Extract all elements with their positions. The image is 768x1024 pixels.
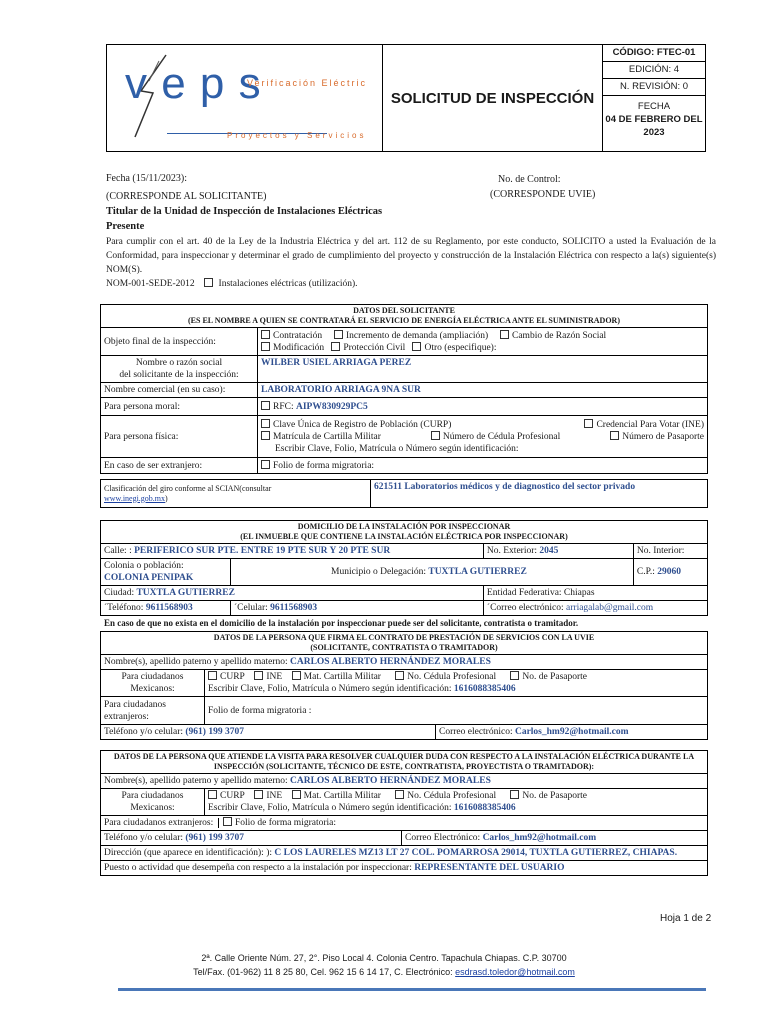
- visita-checkbox-pasaporte[interactable]: [510, 790, 519, 799]
- visita-section: [100, 750, 708, 876]
- firma-checkbox-cedula[interactable]: [395, 671, 404, 680]
- fisica-options: Clave Única de Registro de Población (CURP) Credencial Para Votar (INE) Matrícula de Cartilla Militar Número de Cédula Profesional Número de Pasaporte Escribir Clave, Folio, Matrícula o Número según identificación:: [258, 416, 708, 458]
- domicilio-note: En caso de que no exista en el domicilio de la instalación por inspeccionar puede ser del solicitante, contratista o tramitador.: [104, 618, 579, 628]
- calle-field[interactable]: Calle: : PERIFERICO SUR PTE. ENTRE 19 PTE SUR Y 20 PTE SUR: [101, 544, 484, 559]
- visita-puesto-field[interactable]: Puesto o actividad que desempeña con respecto a la instalación por inspeccionar: REPRESENTANTE DEL USUARIO: [101, 861, 708, 876]
- inegi-link[interactable]: www.inegi.gob.mx: [104, 493, 166, 503]
- titular: Titular de la Unidad de Inspección de Instalaciones Eléctricas: [106, 206, 383, 217]
- rfc-value: AIPW830929PC5: [295, 401, 368, 412]
- firma-telefono-field[interactable]: Teléfono y/o celular: (961) 199 3707: [101, 725, 436, 740]
- comercial-label: Nombre comercial (en su caso):: [101, 383, 258, 398]
- scian-value[interactable]: 621511 Laboratorios médicos y de diagnostico del sector privado: [371, 480, 708, 508]
- rfc-field[interactable]: RFC: AIPW830929PC5: [258, 398, 708, 416]
- visita-header: DATOS DE LA PERSONA QUE ATIENDE LA VISITA PARA RESOLVER CUALQUIER DUDA CON RESPECTO A LA INSTALACIÓN ELÉCTRICA DURANTE LA INSPECCIÓN (SOLICITANTE, TÉCNICO DE ESTE, CONTRATISTA, PROYECTISTA O TRAMITADOR):: [101, 751, 708, 774]
- firma-section: [100, 631, 708, 740]
- document-header: [106, 44, 706, 152]
- moral-label: Para persona moral:: [101, 398, 258, 416]
- visita-checkbox-folio[interactable]: [223, 817, 232, 826]
- domicilio-section: [100, 520, 708, 630]
- firma-correo-field[interactable]: Correo electrónico: Carlos_hm92@hotmail.com: [436, 725, 708, 740]
- document-meta: [603, 45, 705, 151]
- intro-paragraph: Para cumplir con el art. 40 de la Ley de la Industria Eléctrica y del art. 112 de su Reglamento, por este conducto, SOLICITO a usted la Evaluación de la Conformidad, para inspeccionar y determinar el grado de cumplimiento del proyecto y construcción de la Instalación Eléctrica con respecto a la(s) siguiente(s) NOM(S).: [106, 237, 716, 275]
- visita-checkbox-cartilla[interactable]: [292, 790, 301, 799]
- fecha-value: 04 DE FEBRERO DEL 2023: [605, 114, 703, 138]
- logo-tagline-bottom: Proyectos y Servicios: [227, 131, 367, 140]
- celular-field[interactable]: ´Celular: 9611568903: [231, 601, 484, 616]
- visita-checkbox-ine[interactable]: [254, 790, 263, 799]
- checkbox-incremento[interactable]: [334, 330, 343, 339]
- footer-contact: Tel/Fax. (01-962) 11 8 25 80, Cel. 962 15 6 14 17, C. Electrónico: esdrasd.toledor@hotmail.com: [193, 967, 575, 977]
- fecha-label: Fecha (15/11/2023):: [106, 173, 188, 184]
- checkbox-folio-migratoria[interactable]: [261, 460, 270, 469]
- firma-checkbox-cartilla[interactable]: [292, 671, 301, 680]
- footer-address: 2ª. Calle Oriente Núm. 27, 2°. Piso Local 4. Colonia Centro. Tapachula Chiapas. C.P. 30700: [201, 953, 567, 963]
- corresponde-solicitante: (CORRESPONDE AL SOLICITANTE): [106, 191, 267, 202]
- nombre-label: Nombre o razón social del solicitante de la inspección:: [101, 356, 258, 383]
- objeto-label: Objeto final de la inspección:: [101, 328, 258, 356]
- solicitante-section: [100, 304, 708, 474]
- no-control: No. de Control:: [498, 174, 561, 185]
- extranjero-field[interactable]: Folio de forma migratoria:: [258, 458, 708, 474]
- extranjero-label: En caso de ser extranjero:: [101, 458, 258, 474]
- entidad-field[interactable]: Entidad Federativa: Chiapas: [483, 586, 707, 601]
- revision: N. REVISIÓN: 0: [603, 79, 705, 96]
- nom-desc: Instalaciones eléctricas (utilización).: [218, 279, 358, 289]
- scian-section: [100, 479, 708, 508]
- checkbox-curp[interactable]: [261, 419, 270, 428]
- firma-mex-label: Para ciudadanos Mexicanos:: [101, 670, 205, 697]
- company-logo: [107, 45, 383, 151]
- firma-ext-label: Para ciudadanos extranjeros:: [101, 697, 205, 725]
- checkbox-modificacion[interactable]: [261, 342, 270, 351]
- checkbox-cartilla[interactable]: [261, 431, 270, 440]
- visita-nombre-field[interactable]: Nombre(s), apellido paterno y apellido materno: CARLOS ALBERTO HERNÁNDEZ MORALES: [101, 774, 708, 789]
- municipio-field[interactable]: Municipio o Delegación: TUXTLA GUTIERREZ: [231, 559, 634, 586]
- footer-divider: [118, 988, 706, 991]
- logo-tagline-top: Verificación Eléctric: [247, 78, 368, 88]
- firma-checkbox-ine[interactable]: [254, 671, 263, 680]
- telefono-field[interactable]: ´Teléfono: 9611568903: [101, 601, 231, 616]
- objeto-options: Contratación Incremento de demanda (ampliación) Cambio de Razón Social Modificación Protección Civil Otro (especifique):: [258, 328, 708, 356]
- page-number: Hoja 1 de 2: [660, 913, 712, 924]
- checkbox-cedula[interactable]: [431, 431, 440, 440]
- nombre-value[interactable]: WILBER USIEL ARRIAGA PEREZ: [258, 356, 708, 383]
- visita-id-options: CURP INE Mat. Cartilla Militar No. Cédula Profesional No. de Pasaporte Escribir Clave, Folio, Matrícula o Número según identificación: 1616088385406: [205, 789, 708, 816]
- rfc-checkbox[interactable]: [261, 401, 270, 410]
- visita-telefono-field[interactable]: Teléfono y/o celular: (961) 199 3707: [101, 831, 402, 846]
- nom-line: [106, 277, 716, 291]
- visita-checkbox-curp[interactable]: [208, 790, 217, 799]
- firma-checkbox-pasaporte[interactable]: [510, 671, 519, 680]
- firma-nombre-field[interactable]: Nombre(s), apellido paterno y apellido materno: CARLOS ALBERTO HERNÁNDEZ MORALES: [101, 655, 708, 670]
- comercial-value[interactable]: LABORATORIO ARRIAGA 9NA SUR: [258, 383, 708, 398]
- checkbox-ine[interactable]: [584, 419, 593, 428]
- logo-word: v e p s: [125, 59, 262, 108]
- checkbox-contratacion[interactable]: [261, 330, 270, 339]
- fecha-label: FECHA: [637, 101, 671, 112]
- corresponde-uvie: (CORRESPONDE UVIE): [490, 189, 596, 200]
- visita-checkbox-cedula[interactable]: [395, 790, 404, 799]
- firma-folio-field[interactable]: Folio de forma migratoria :: [205, 697, 708, 725]
- nom-code: NOM-001-SEDE-2012: [106, 279, 195, 289]
- firma-checkbox-curp[interactable]: [208, 671, 217, 680]
- scian-label: Clasificación del giro conforme al SCIAN(consultar www.inegi.gob.mx): [101, 480, 371, 508]
- document-title: SOLICITUD DE INSPECCIÓN: [383, 45, 603, 151]
- codigo: CÓDIGO: FTEC-01: [603, 45, 705, 62]
- fisica-label: Para persona física:: [101, 416, 258, 458]
- firma-id-options: CURP INE Mat. Cartilla Militar No. Cédula Profesional No. de Pasaporte Escribir Clave, Folio, Matrícula o Número según identificación: 1616088385406: [205, 670, 708, 697]
- visita-ext-field[interactable]: Para ciudadanos extranjeros: Folio de forma migratoria:: [101, 816, 708, 831]
- domicilio-header: DOMICILIO DE LA INSTALACIÓN POR INSPECCIONAR (EL INMUEBLE QUE CONTIENE LA INSTALACIÓN ELÉCTRICA POR INSPECCIONAR): [101, 521, 708, 544]
- visita-mex-label: Para ciudadanos Mexicanos:: [101, 789, 205, 816]
- presente: Presente: [106, 221, 145, 232]
- exterior-field[interactable]: No. Exterior: 2045: [483, 544, 633, 559]
- nom-checkbox[interactable]: [204, 278, 213, 287]
- fecha-block: [603, 96, 705, 151]
- edicion: EDICIÓN: 4: [603, 62, 705, 79]
- interior-field[interactable]: No. Interior:: [633, 544, 707, 559]
- firma-header: DATOS DE LA PERSONA QUE FIRMA EL CONTRATO DE PRESTACIÓN DE SERVICIOS CON LA UVIE (SOLICITANTE, CONTRATISTA O TRAMITADOR): [101, 632, 708, 655]
- solicitante-header: DATOS DEL SOLICITANTE (ES EL NOMBRE A QUIEN SE CONTRATARÁ EL SERVICIO DE ENERGÍA ELÉCTRICA ANTE EL SUMINISTRADOR): [101, 305, 708, 328]
- checkbox-proteccion-civil[interactable]: [331, 342, 340, 351]
- ciudad-field[interactable]: Ciudad: TUXTLA GUTIERREZ: [101, 586, 484, 601]
- visita-correo-field[interactable]: Correo Electrónico: Carlos_hm92@hotmail.com: [402, 831, 708, 846]
- visita-direccion-field[interactable]: Dirección (que aparece en identificación): ): C LOS LAURELES MZ13 LT 27 COL. POMARROSA 29014, TUXTLA GUTIERREZ, CHIAPAS.: [101, 846, 708, 861]
- correo-field[interactable]: ´Correo electrónico: arriagalab@gmail.com: [483, 601, 707, 616]
- checkbox-cambio-razon[interactable]: [500, 330, 509, 339]
- colonia-field[interactable]: Colonia o población: COLONIA PENIPAK: [101, 559, 231, 586]
- checkbox-pasaporte[interactable]: [610, 431, 619, 440]
- footer-email-link[interactable]: esdrasd.toledor@hotmail.com: [455, 967, 575, 977]
- checkbox-otro[interactable]: [412, 342, 421, 351]
- cp-field[interactable]: C.P.: 29060: [633, 559, 707, 586]
